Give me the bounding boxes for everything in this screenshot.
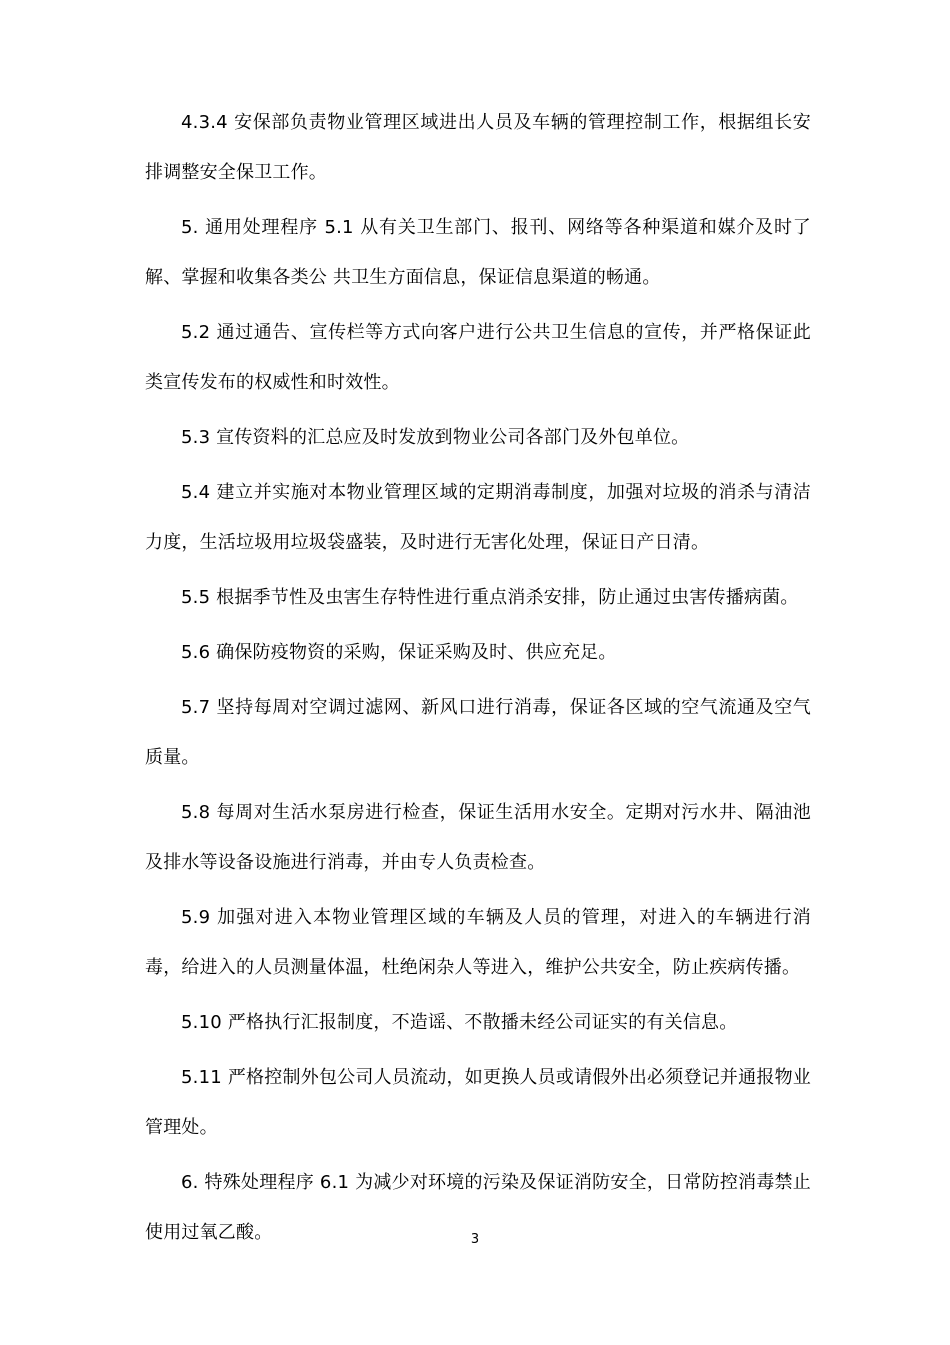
paragraph-5-4: 5.4 建立并实施对本物业管理区域的定期消毒制度，加强对垃圾的消杀与清洁力度，生活垃圾用垃圾袋盛装，及时进行无害化处理，保证日产日清。 — [145, 482, 811, 553]
paragraph-5-8: 5.8 每周对生活水泵房进行检查，保证生活用水安全。定期对污水井、隔油池及排水等设备设施进行消毒，并由专人负责检查。 — [145, 802, 811, 873]
paragraph-5-7: 5.7 坚持每周对空调过滤网、新风口进行消毒，保证各区域的空气流通及空气质量。 — [145, 697, 811, 768]
paragraph-5-10: 5.10 严格执行汇报制度，不造谣、不散播未经公司证实的有关信息。 — [181, 1012, 738, 1033]
paragraph-5-1: 5. 通用处理程序 5.1 从有关卫生部门、报刊、网络等各种渠道和媒介及时了解、掌握和收集各类公 共卫生方面信息，保证信息渠道的畅通。 — [145, 217, 811, 288]
paragraph-5-3: 5.3 宣传资料的汇总应及时发放到物业公司各部门及外包单位。 — [181, 427, 690, 448]
document-body — [145, 98, 811, 1263]
paragraph-5-9: 5.9 加强对进入本物业管理区域的车辆及人员的管理，对进入的车辆进行消毒，给进入的人员测量体温，杜绝闲杂人等进入，维护公共安全，防止疾病传播。 — [145, 907, 811, 978]
page-number: 3 — [470, 1232, 480, 1247]
paragraph-5-6: 5.6 确保防疫物资的采购，保证采购及时、供应充足。 — [181, 642, 617, 663]
paragraph-5-11: 5.11 严格控制外包公司人员流动，如更换人员或请假外出必须登记并通报物业管理处。 — [145, 1067, 811, 1138]
paragraph-5-5: 5.5 根据季节性及虫害生存特性进行重点消杀安排，防止通过虫害传播病菌。 — [181, 587, 799, 608]
paragraph-4-3-4: 4.3.4 安保部负责物业管理区域进出人员及车辆的管理控制工作，根据组长安排调整安全保卫工作。 — [145, 112, 811, 183]
paragraph-5-2: 5.2 通过通告、宣传栏等方式向客户进行公共卫生信息的宣传，并严格保证此类宣传发布的权威性和时效性。 — [145, 322, 811, 393]
paragraph-6-1: 6. 特殊处理程序 6.1 为减少对环境的污染及保证消防安全，日常防控消毒禁止使用过氧乙酸。 — [145, 1172, 811, 1243]
